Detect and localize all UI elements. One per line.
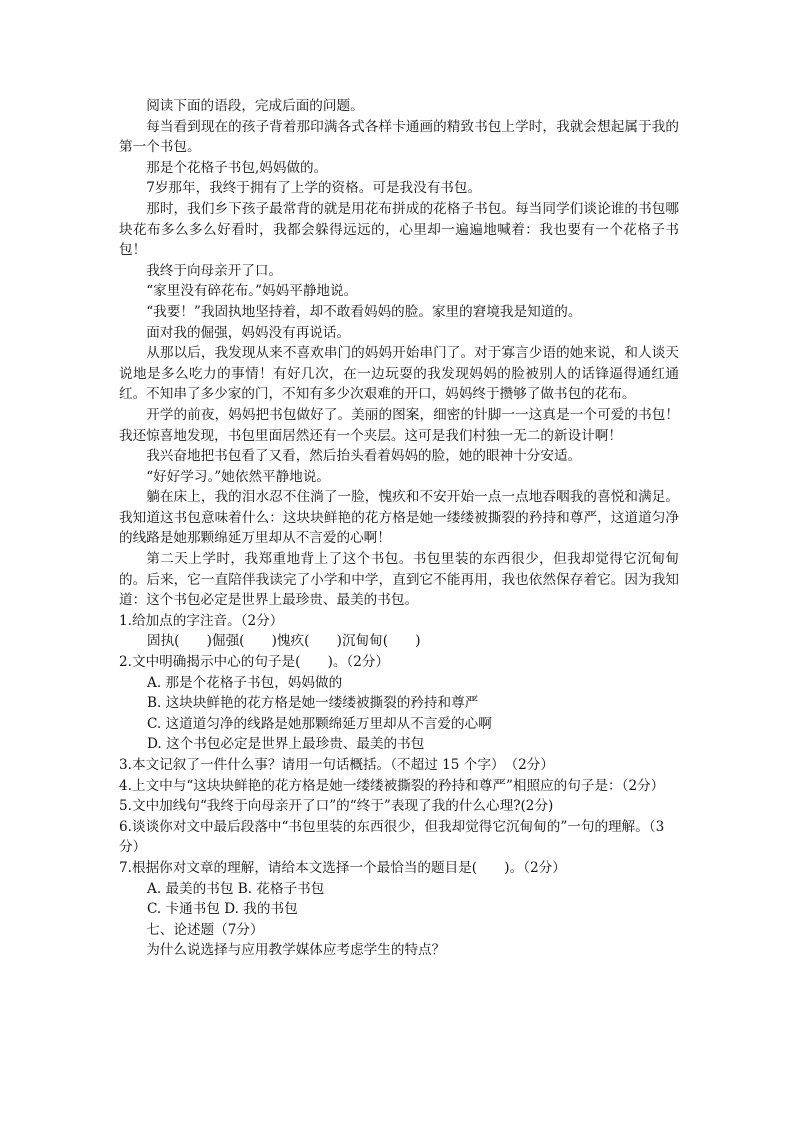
- question-1: 1.给加点的字注音。（2分）: [119, 612, 284, 629]
- passage-paragraph: 第二天上学时，我郑重地背上了这个书包。书包里装的东西很少，但我却觉得它沉甸甸的。后来，它一直陪伴我读完了小学和中学，直到它不能再用，我也依然保存着它。因为我知道：这个书包必定是世界上最珍贵、最美的书包。: [119, 551, 679, 609]
- passage-paragraph: 我终于向母亲开了口。: [146, 262, 283, 279]
- questions: [119, 611, 679, 961]
- question-3: 3.本文记叙了一件什么事？请用一句话概括。（不超过 15 个字） （2分）: [119, 757, 554, 773]
- document-page: [119, 96, 679, 961]
- passage-paragraph: “我要！”我固执地坚持着，却不敢看妈妈的脸。家里的窘境我是知道的。: [146, 303, 582, 320]
- question-2-option-c: C. 这道道匀净的线路是她那颗绵延万里却从不言爱的心啊: [147, 715, 492, 732]
- section-7-question: 为什么说选择与应用教学媒体应考虑学生的特点？: [146, 942, 446, 959]
- question-7: 7.根据你对文章的理解，请给本文选择一个最恰当的题目是( )。（2分）: [119, 859, 566, 876]
- question-2-option-b: B. 这块块鲜艳的花方格是她一缕缕被撕裂的矜持和尊严: [147, 695, 479, 712]
- passage-paragraph: 躺在床上，我的泪水忍不住淌了一脸，愧疚和不安开始一点一点地吞咽我的喜悦和满足。我知道这书包意味着什么：这块块鲜艳的花方格是她一缕缕被撕裂的矜持和尊严，这道道匀净的线路是她那颗绵延万里却从不言爱的心啊！: [119, 489, 679, 547]
- passage-paragraph: 我兴奋地把书包看了又看，然后抬头看着妈妈的脸，她的眼神十分安适。: [146, 448, 582, 465]
- question-6: 6.谈谈你对文中最后段落中“书包里装的东西很少，但我却觉得它沉甸甸的”一句的理解。（3分）: [119, 818, 665, 856]
- question-2: 2.文中明确揭示中心的句子是( )。（2分）: [119, 654, 390, 671]
- question-1-items: 固执( )倔强( )愧疚( )沉甸甸( ): [147, 633, 421, 650]
- question-5: 5.文中加线句“我终于向母亲开了口”的“终于”表现了我的什么心理?(2分): [119, 798, 554, 815]
- passage-paragraph: 从那以后，我发现从来不喜欢串门的妈妈开始串门了。对于寡言少语的她来说，和人谈天说地是多么吃力的事情！有好几次，在一边玩耍的我发现妈妈的脸被别人的话锋逼得通红通红。不知串了多少家的门，不知有多少次艰难的开口，妈妈终于攒够了做书包的花布。: [119, 345, 679, 403]
- passage-paragraph: “家里没有碎花布。”妈妈平静地说。: [146, 283, 358, 300]
- question-2-option-d: D. 这个书包必定是世界上最珍贵、最美的书包: [147, 736, 425, 753]
- question-2-option-a: A. 那是个花格子书包，妈妈做的: [147, 674, 343, 691]
- passage-paragraph: 开学的前夜，妈妈把书包做好了。美丽的图案，细密的针脚一一这真是一个可爱的书包！我还惊喜地发现，书包里面居然还有一个夹层。这可是我们村独一无二的新设计啊！: [119, 406, 679, 444]
- reading-instruction: 阅读下面的语段，完成后面的问题。: [146, 98, 364, 114]
- passage-paragraph: 面对我的倔强，妈妈没有再说话。: [146, 324, 351, 341]
- passage-paragraph: 那是个花格子书包,妈妈做的。: [146, 159, 328, 176]
- passage-paragraph: 每当看到现在的孩子背着那印满各式各样卡通画的精致书包上学时，我就会想起属于我的第一个书包。: [119, 118, 679, 156]
- section-7-heading: 七、论述题（7分）: [146, 921, 264, 938]
- reading-passage: [119, 117, 679, 611]
- passage-paragraph: “好好学习。”她依然平静地说。: [146, 468, 331, 485]
- passage-paragraph: 那时，我们乡下孩子最常背的就是用花布拼成的花格子书包。每当同学们谈论谁的书包哪块花布多么多么好看时，我都会躲得远远的，心里却一遍遍地喊着：我也要有一个花格子书包！: [119, 200, 679, 259]
- question-7-options-cd: C. 卡通书包 D. 我的书包: [147, 901, 298, 918]
- question-7-options-ab: A. 最美的书包 B. 花格子书包: [147, 880, 325, 897]
- passage-paragraph: 7岁那年，我终于拥有了上学的资格。可是我没有书包。: [146, 180, 482, 197]
- question-4: 4.上文中与“这块块鲜艳的花方格是她一缕缕被撕裂的矜持和尊严”相照应的句子是：（2分）: [119, 777, 665, 794]
